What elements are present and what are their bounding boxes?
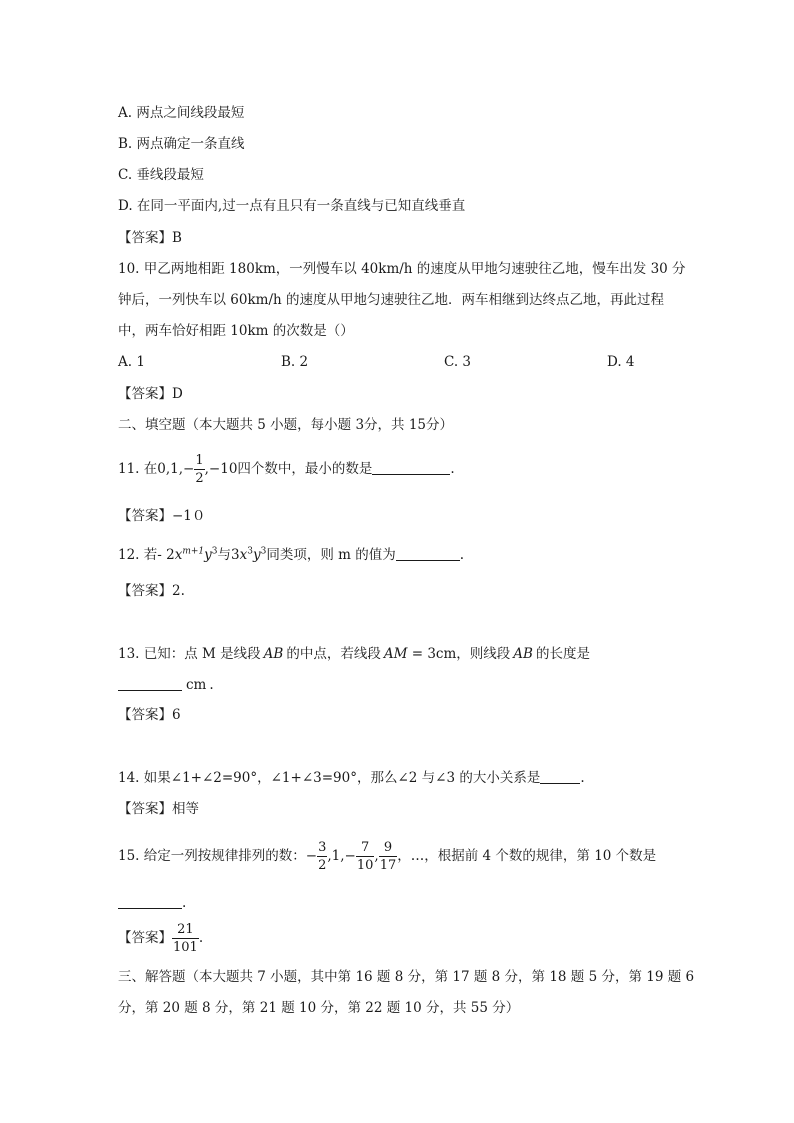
q15-ans-num: 21 [172,921,199,939]
q14-answer: 【答案】相等 [118,801,199,817]
q12-prefix: 12. 若 [118,547,158,563]
q11-prefix: 11. 在 [118,461,158,477]
q13-prefix: 13. 已知：点 M 是线段 [118,646,261,662]
q13-question [118,645,590,663]
q13-mid1: 的中点，若线段 [286,646,381,662]
section-3-heading-line-1: 三、解答题（本大题共 7 小题，其中第 16 题 8 分，第 17 题 8 分，第 18 题 5 分，第 19 题 6 [118,969,695,985]
q15-answer-label: 【答案】 [118,930,172,946]
q15-mid1: ,1,− [327,848,356,864]
q11-question [118,449,455,489]
q12-answer-blank [396,546,460,561]
q13-unit: cm [435,646,457,662]
q15-answer-blank [118,894,182,909]
q12-coef2: 3 [231,547,240,563]
q15-fraction-3 [379,839,398,874]
q15-f2-den: 10 [356,858,374,873]
q10-line-3: 中，两车恰好相距 10km 的次数是（） [118,323,354,339]
q13-segment-ab-2: AB [513,646,533,662]
q15-answer [118,918,203,958]
q15-f1-num: 3 [318,840,327,855]
q10-option-d: D. 4 [607,354,635,370]
q15-line-2 [118,894,186,912]
q15-minus: − [305,848,318,864]
q14-question [118,769,585,787]
q10-option-a: A. 1 [118,354,145,370]
q10-line-1: 10. 甲乙两地相距 180km，一列慢车以 40km/h 的速度从甲地匀速驶往乙地，慢车出发 30 分 [118,261,686,277]
q13-answer: 【答案】6 [118,707,181,723]
q9-option-d: D. 在同一平面内,过一点有且只有一条直线与已知直线垂直 [118,198,466,214]
q12-var-y: y [204,547,212,563]
q10-option-b: B. 2 [281,354,309,370]
section-3-heading-line-2: 分，第 20 题 8 分，第 21 题 10 分，第 22 题 10 分，共 55 分） [118,1000,520,1016]
q11-suffix: 四个数中，最小的数是 [237,461,373,477]
q15-prefix: 15. 给定一列按规律排列的数： [118,848,306,864]
q12-suffix: 同类项，则 m 的值为 [266,547,396,563]
q12-exp4: 3 [260,546,267,557]
q11-frac-den: 2 [195,471,204,486]
q13-segment-am: AM [383,646,408,662]
q12-answer: 【答案】2. [118,583,185,599]
q12-question [118,546,464,564]
q14-answer-blank [540,769,580,784]
q12-var-x2: x [239,547,248,563]
q14-end: . [580,770,585,786]
q15-f3-den: 17 [379,858,397,873]
q15-line2-end: . [182,895,187,911]
q15-f1-den: 2 [318,858,327,873]
q15-fraction-1 [317,839,327,874]
q10-line-2: 钟后，一列快车以 60km/h 的速度从甲地匀速驶往乙地．两车相继到达终点乙地，再此过程 [118,292,664,308]
q15-f2-num: 7 [356,839,375,857]
q15-comma: , [374,848,379,864]
q11-answer: 【答案】−1０ [118,508,206,524]
q15-fraction-2 [356,839,375,874]
q11-end: . [450,461,455,477]
q12-mid: 与 [217,547,232,563]
q12-exp3: 3 [247,546,253,557]
q13-line-2 [118,676,214,694]
q11-fraction [194,452,204,487]
q11-frac-num: 1 [195,453,204,468]
q13-line2-end: . [209,677,214,693]
q15-f3-num: 9 [379,839,398,857]
q13-eq: = 3 [407,646,436,662]
q14-text: 14. 如果∠1+∠2=90°，∠1+∠3=90°，那么∠2 与∠3 的大小关系是 [118,770,541,786]
q15-question [118,836,656,876]
q11-nums-a: 0,1,− [157,461,195,477]
q10-option-c: C. 3 [444,354,472,370]
q12-end: . [459,547,465,563]
q13-mid2: ，则线段 [456,646,511,662]
q12-var-x: x [174,547,183,563]
q15-suffix: ，…，根据前 4 个数的规律，第 10 个数是 [397,848,657,864]
q13-suffix: 的长度是 [535,646,590,662]
section-2-heading: 二、填空题（本大题共 5 小题，每小题 3分，共 15分） [118,417,454,433]
q9-option-a: A. 两点之间线段最短 [118,105,245,121]
q11-answer-blank [372,460,450,475]
q12-exp2: 3 [211,546,218,557]
q9-option-c: C. 垂线段最短 [118,167,204,183]
q9-option-b: B. 两点确定一条直线 [118,136,245,152]
q12-exp1: m+1 [182,546,205,557]
q10-answer: 【答案】D [118,386,183,402]
q15-answer-fraction [172,921,199,956]
q13-segment-ab: AB [263,646,284,662]
q9-answer: 【答案】B [118,230,182,246]
q12-coef1: - 2 [157,547,175,563]
q15-ans-den: 101 [173,940,198,955]
q11-nums-b: ,−10 [204,461,238,477]
q15-answer-end: . [198,930,204,946]
q12-var-y2: y [252,547,261,563]
q13-line2-unit: cm [186,677,207,693]
q13-answer-blank [118,676,182,691]
